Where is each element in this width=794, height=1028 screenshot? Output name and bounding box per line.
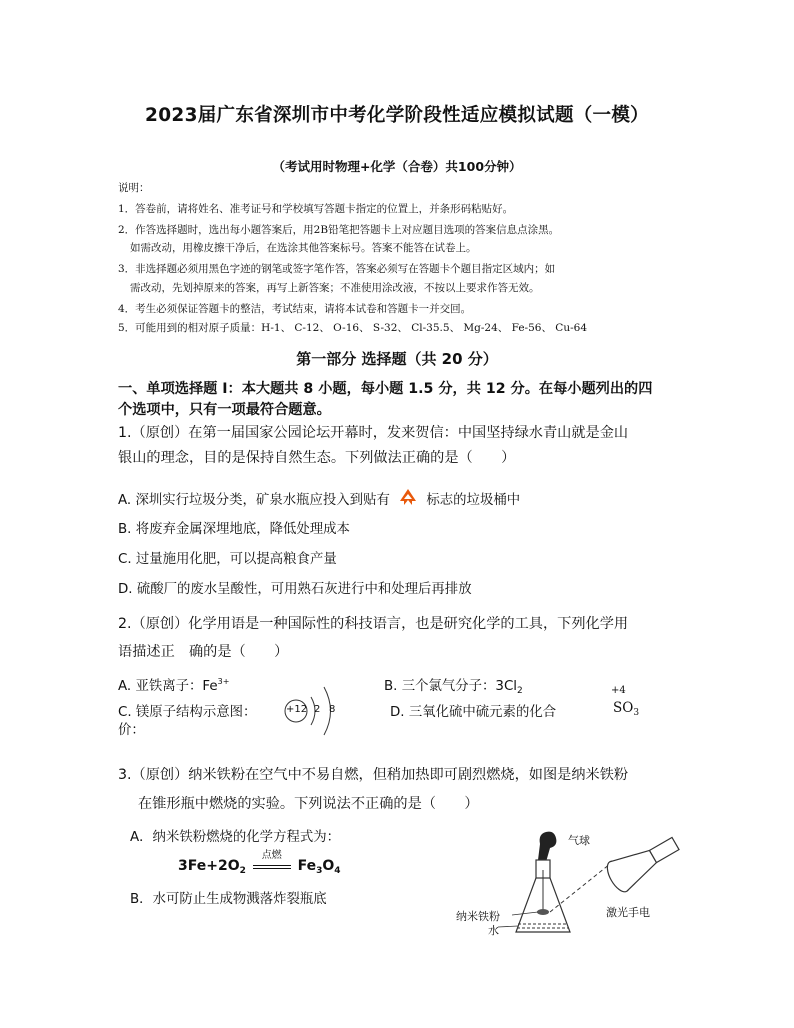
subscript: 3 (633, 708, 640, 718)
experiment-figure (450, 824, 690, 954)
instruction-item: 3．非选择题必须用黑色字迹的钢笔或签字笔作答，答案必须写在答题卡个题目指定区域内；如 (118, 263, 556, 275)
instructions-label: 说明： (118, 182, 150, 194)
sulfur-trioxide-formula (613, 700, 639, 718)
reaction-condition: 点燃 (261, 850, 282, 861)
balloon-label: 气球 (568, 834, 590, 847)
section-heading: 一、单项选择题 I：本大题共 8 小题，每小题 1.5 分，共 12 分。在每小题列出的四 (118, 381, 653, 397)
question-3-option-a: A．纳米铁粉燃烧的化学方程式为： (130, 830, 341, 845)
section-title: 第一部分 选择题（共 20 分） (296, 350, 498, 368)
question-2-option-c-tail: 价： (118, 723, 145, 738)
question-2-stem: 2.（原创）化学用语是一种国际性的科技语言，也是研究化学的工具，下列化学用 (118, 616, 629, 632)
nano-iron-powder-label: 纳米铁粉 (456, 910, 500, 923)
option-a-text: A. 深圳实行垃圾分类，矿泉水瓶应投入到贴有 (118, 493, 390, 508)
mg-atom-structure-diagram (281, 682, 351, 740)
subscript: 2 (517, 686, 523, 696)
option-a-text-end: 标志的垃圾桶中 (426, 493, 521, 508)
combustion-equation (178, 850, 341, 876)
equation-product-o: O (322, 858, 335, 874)
instruction-item: 需改动，先划掉原来的答案，再写上新答案；不准使用涂改液，不按以上要求作答无效。 (130, 282, 540, 294)
question-2-option-a (118, 675, 229, 694)
ion-charge: 3+ (217, 677, 230, 686)
shell-1-electrons: 2 (314, 704, 321, 715)
valence-mark: +4 (611, 685, 626, 696)
shell-2-electrons: 8 (329, 704, 336, 715)
nucleus-charge: +12 (286, 704, 308, 715)
question-1-option-c: C. 过量施用化肥，可以提高粮食产量 (118, 552, 337, 567)
instruction-item: 5．可能用到的相对原子质量：H-1、 C-12、 O-16、 S-32、 Cl-35.5、 Mg-24、 Fe-56、 Cu-64 (118, 322, 587, 334)
instruction-item: 如需改动，用橡皮擦干净后，在选涂其他答案标号。答案不能答在试卷上。 (130, 242, 477, 254)
recycle-icon (394, 488, 422, 512)
section-heading: 个选项中，只有一项最符合题意。 (118, 402, 331, 418)
reaction-condition-arrow (253, 850, 291, 869)
question-2-option-d: D. 三氧化硫中硫元素的化合 (390, 705, 557, 720)
equation-product: Fe (297, 858, 317, 874)
question-1-stem: 1.（原创）在第一届国家公园论坛开幕时，发来贺信：中国坚持绿水青山就是金山 (118, 425, 629, 441)
instruction-item: 2．作答选择题时，选出每小题答案后，用2B铅笔把答题卡上对应题目选项的答案信息点涂黑。 (118, 224, 560, 236)
laser-flashlight-label: 激光手电 (606, 906, 650, 919)
subscript: 2 (239, 866, 246, 876)
option-b-text: B. 三个氯气分子：3Cl (384, 679, 518, 694)
question-1-option-d: D. 硫酸厂的废水呈酸性，可用熟石灰进行中和处理后再排放 (118, 582, 472, 597)
question-1-option-b: B. 将废弃金属深埋地底，降低处理成本 (118, 522, 350, 537)
question-2-option-b (384, 675, 523, 696)
exam-duration-note: （考试用时物理+化学（合卷）共100分钟） (272, 159, 522, 174)
equation-reactants: 3Fe+2O (178, 858, 240, 874)
option-a-text: A. 亚铁离子：Fe (118, 679, 218, 694)
instruction-item: 4．考生必须保证答题卡的整洁，考试结束，请将本试卷和答题卡一并交回。 (118, 303, 472, 315)
question-3-stem: 3.（原创）纳米铁粉在空气中不易自燃，但稍加热即可剧烈燃烧，如图是纳米铁粉 (118, 767, 629, 783)
question-3-option-b: B．水可防止生成物溅落炸裂瓶底 (130, 892, 327, 907)
question-2-stem: 语描述正 确的是（ ） (118, 644, 289, 660)
formula-text: SO (613, 700, 634, 716)
question-3-stem: 在锥形瓶中燃烧的实验。下列说法不正确的是（ ） (138, 796, 479, 812)
subscript: 4 (334, 866, 341, 876)
question-2-option-c: C. 镁原子结构示意图： (118, 705, 257, 720)
instruction-item: 1．答卷前，请将姓名、准考证号和学校填写答题卡指定的位置上，并条形码粘贴好。 (118, 203, 514, 215)
water-label: 水 (488, 924, 499, 937)
page-title: 2023届广东省深圳市中考化学阶段性适应模拟试题（一模） (145, 105, 649, 126)
question-1-option-a (118, 488, 520, 512)
equals-line (253, 865, 291, 869)
subscript: 3 (316, 866, 323, 876)
question-1-stem: 银山的理念，目的是保持自然生态。下列做法正确的是（ ） (118, 450, 516, 466)
